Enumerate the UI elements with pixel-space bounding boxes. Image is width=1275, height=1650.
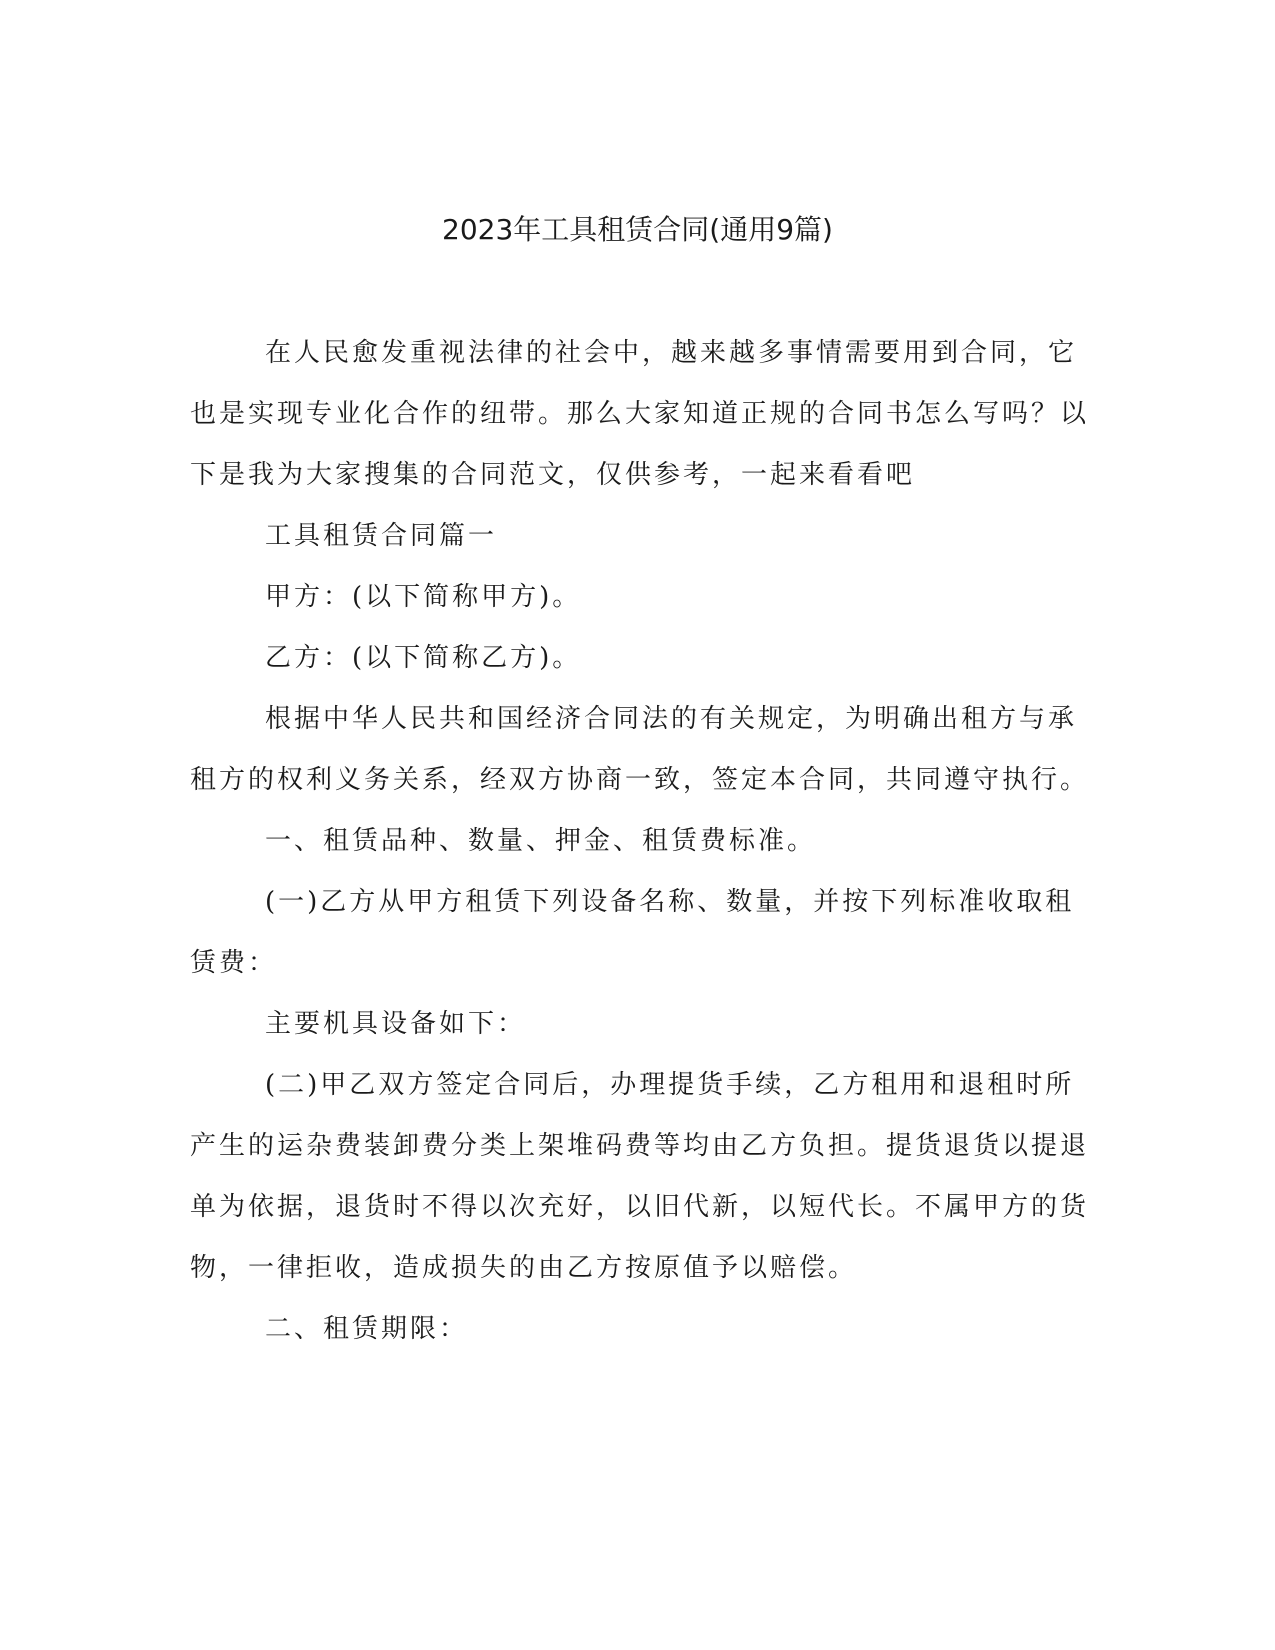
clause-paragraph: (二)甲乙双方签定合同后，办理提货手续，乙方租用和退租时所产生的运杂费装卸费分类上架堆码费等均由乙方负担。提货退货以提退单为依据，退货时不得以次充好，以旧代新，以短代长。不属甲方的货物，一律拒收，造成损失的由乙方按原值予以赔偿。 bbox=[190, 1070, 1090, 1283]
party-a-line: 甲方：(以下简称甲方)。 bbox=[265, 582, 582, 612]
document-title: 2023年工具租赁合同(通用9篇) bbox=[442, 213, 833, 246]
clause-paragraph: 主要机具设备如下： bbox=[265, 1009, 527, 1039]
clause-heading: 一、租赁品种、数量、押金、租赁费标准。 bbox=[265, 826, 817, 856]
document-body bbox=[190, 323, 1090, 1360]
preamble-paragraph: 根据中华人民共和国经济合同法的有关规定，为明确出租方与承租方的权利义务关系，经双方协商一致，签定本合同，共同遵守执行。 bbox=[190, 704, 1090, 795]
intro-paragraph: 在人民愈发重视法律的社会中，越来越多事情需要用到合同，它也是实现专业化合作的纽带。那么大家知道正规的合同书怎么写吗？以下是我为大家搜集的合同范文，仅供参考，一起来看看吧 bbox=[190, 338, 1090, 490]
clause-heading: 二、租赁期限： bbox=[265, 1314, 469, 1344]
party-b-line: 乙方：(以下简称乙方)。 bbox=[265, 643, 582, 673]
section-heading: 工具租赁合同篇一 bbox=[265, 521, 498, 551]
clause-paragraph: (一)乙方从甲方租赁下列设备名称、数量，并按下列标准收取租赁费： bbox=[190, 887, 1075, 978]
